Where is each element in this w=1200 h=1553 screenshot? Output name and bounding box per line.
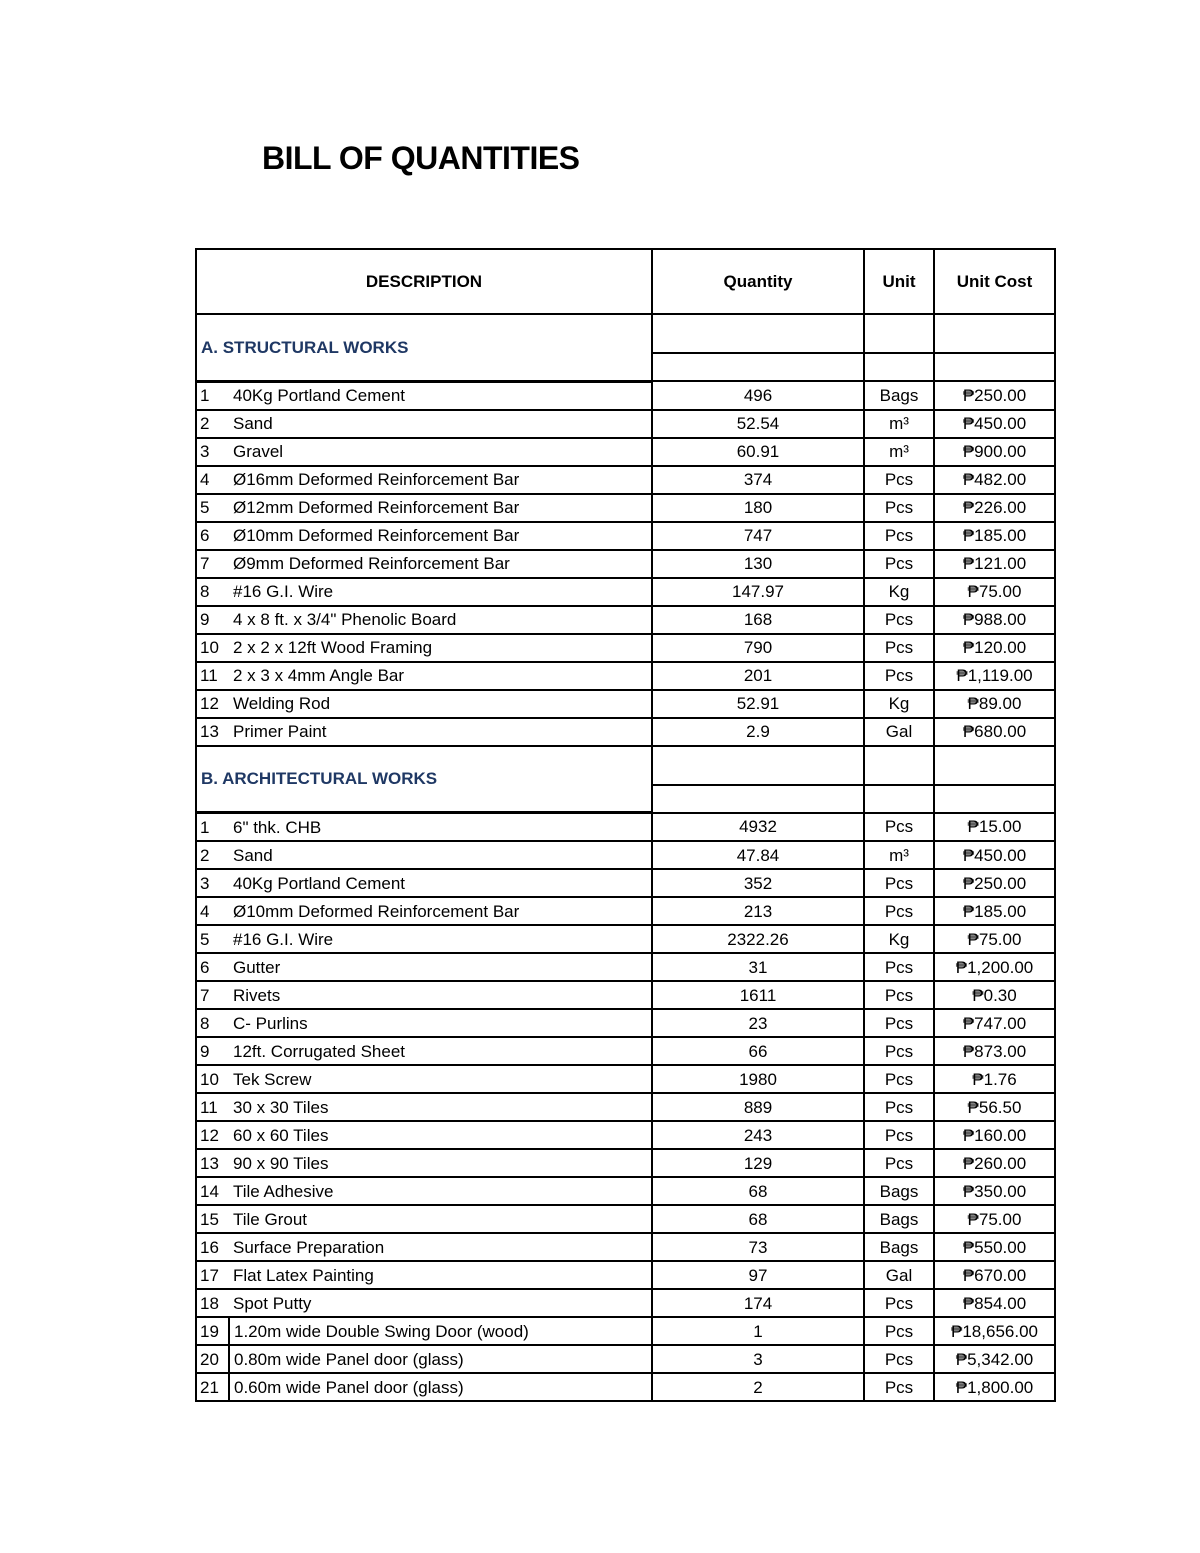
table-row [196,634,1055,662]
table-row [196,1037,1055,1065]
item-unit-cost: ₱185.00 [934,522,1055,550]
table-row [196,1261,1055,1289]
item-number: 17 [196,1261,229,1289]
item-unit: Pcs [864,522,934,550]
blank-cell [652,353,864,381]
table-row [196,813,1055,842]
item-unit: Pcs [864,1345,934,1373]
table-row [196,953,1055,981]
item-unit: Pcs [864,1037,934,1065]
item-unit-cost: ₱747.00 [934,1009,1055,1037]
item-number: 11 [196,1093,229,1121]
item-unit-cost: ₱873.00 [934,1037,1055,1065]
item-unit: Pcs [864,981,934,1009]
blank-cell [864,785,934,813]
item-unit: Pcs [864,1121,934,1149]
item-unit: Pcs [864,466,934,494]
table-row [196,981,1055,1009]
item-number: 13 [196,718,229,746]
item-unit: Pcs [864,813,934,842]
item-unit: m³ [864,438,934,466]
item-description: Ø12mm Deformed Reinforcement Bar [229,494,652,522]
header-quantity: Quantity [652,249,864,314]
item-description: 4 x 8 ft. x 3/4" Phenolic Board [229,606,652,634]
item-number: 3 [196,438,229,466]
item-unit-cost: ₱1,119.00 [934,662,1055,690]
table-row [196,578,1055,606]
item-description: 12ft. Corrugated Sheet [229,1037,652,1065]
table-row [196,381,1055,410]
item-unit-cost: ₱1,200.00 [934,953,1055,981]
item-number: 11 [196,662,229,690]
blank-cell [864,314,934,353]
item-unit-cost: ₱854.00 [934,1289,1055,1317]
item-description: Flat Latex Painting [229,1261,652,1289]
item-unit-cost: ₱5,342.00 [934,1345,1055,1373]
item-unit: Bags [864,381,934,410]
table-row [196,662,1055,690]
blank-cell [934,314,1055,353]
header-unit: Unit [864,249,934,314]
table-row [196,410,1055,438]
item-description: Tek Screw [229,1065,652,1093]
item-unit-cost: ₱75.00 [934,578,1055,606]
item-quantity: 243 [652,1121,864,1149]
item-unit: Pcs [864,1093,934,1121]
table-row [196,1149,1055,1177]
item-unit: Pcs [864,1065,934,1093]
item-quantity: 1 [652,1317,864,1345]
item-number: 7 [196,550,229,578]
item-description: Gravel [229,438,652,466]
table-row [196,869,1055,897]
table-row [196,1289,1055,1317]
item-unit-cost: ₱0.30 [934,981,1055,1009]
table-row [196,1233,1055,1261]
item-quantity: 747 [652,522,864,550]
item-unit-cost: ₱89.00 [934,690,1055,718]
item-unit: Kg [864,690,934,718]
item-unit-cost: ₱185.00 [934,897,1055,925]
item-quantity: 130 [652,550,864,578]
item-quantity: 47.84 [652,841,864,869]
item-number: 16 [196,1233,229,1261]
item-number: 6 [196,953,229,981]
item-description: 0.60m wide Panel door (glass) [229,1373,652,1401]
item-unit-cost: ₱120.00 [934,634,1055,662]
table-row [196,1373,1055,1401]
item-unit: Gal [864,718,934,746]
item-unit: Pcs [864,606,934,634]
item-quantity: 174 [652,1289,864,1317]
item-unit: m³ [864,841,934,869]
item-unit-cost: ₱121.00 [934,550,1055,578]
blank-cell [934,353,1055,381]
blank-cell [864,746,934,785]
blank-cell [864,353,934,381]
item-unit-cost: ₱550.00 [934,1233,1055,1261]
item-description: 6" thk. CHB [229,813,652,842]
item-unit-cost: ₱670.00 [934,1261,1055,1289]
item-quantity: 2.9 [652,718,864,746]
item-unit: Pcs [864,494,934,522]
item-number: 15 [196,1205,229,1233]
item-quantity: 201 [652,662,864,690]
header-unit-cost: Unit Cost [934,249,1055,314]
item-number: 12 [196,690,229,718]
item-description: #16 G.I. Wire [229,578,652,606]
table-row [196,925,1055,953]
bill-of-quantities-table [195,248,1056,1402]
item-description: 40Kg Portland Cement [229,381,652,410]
item-unit: Pcs [864,1317,934,1345]
table-row [196,1317,1055,1345]
item-unit: Pcs [864,550,934,578]
item-number: 1 [196,381,229,410]
item-unit-cost: ₱56.50 [934,1093,1055,1121]
item-description: Surface Preparation [229,1233,652,1261]
item-description: Spot Putty [229,1289,652,1317]
item-unit: Pcs [864,869,934,897]
item-number: 2 [196,410,229,438]
item-unit-cost: ₱260.00 [934,1149,1055,1177]
item-number: 20 [196,1345,229,1373]
table-row [196,522,1055,550]
item-quantity: 60.91 [652,438,864,466]
item-quantity: 496 [652,381,864,410]
item-number: 3 [196,869,229,897]
item-unit-cost: ₱18,656.00 [934,1317,1055,1345]
table-row [196,841,1055,869]
item-description: Sand [229,410,652,438]
item-number: 7 [196,981,229,1009]
item-unit-cost: ₱75.00 [934,1205,1055,1233]
item-quantity: 129 [652,1149,864,1177]
item-number: 14 [196,1177,229,1205]
item-description: Tile Grout [229,1205,652,1233]
item-quantity: 31 [652,953,864,981]
item-number: 9 [196,606,229,634]
blank-cell [652,314,864,353]
item-quantity: 147.97 [652,578,864,606]
item-unit-cost: ₱350.00 [934,1177,1055,1205]
item-quantity: 23 [652,1009,864,1037]
table-row [196,550,1055,578]
item-number: 4 [196,897,229,925]
item-number: 18 [196,1289,229,1317]
item-unit: Pcs [864,1149,934,1177]
blank-cell [934,785,1055,813]
item-quantity: 1611 [652,981,864,1009]
item-unit: Gal [864,1261,934,1289]
item-quantity: 52.54 [652,410,864,438]
item-unit: Bags [864,1233,934,1261]
item-quantity: 66 [652,1037,864,1065]
table-row [196,1345,1055,1373]
item-number: 6 [196,522,229,550]
header-description: DESCRIPTION [196,249,652,314]
item-unit: Bags [864,1205,934,1233]
item-unit-cost: ₱75.00 [934,925,1055,953]
item-number: 2 [196,841,229,869]
item-description: Tile Adhesive [229,1177,652,1205]
blank-cell [934,746,1055,785]
table-row [196,718,1055,746]
table-row [196,606,1055,634]
table-row [196,690,1055,718]
section-header-row [196,314,1055,353]
item-quantity: 2322.26 [652,925,864,953]
item-description: C- Purlins [229,1009,652,1037]
item-description: Rivets [229,981,652,1009]
item-quantity: 4932 [652,813,864,842]
item-unit: Pcs [864,953,934,981]
page-title: BILL OF QUANTITIES [262,140,580,176]
table-row [196,1093,1055,1121]
item-quantity: 68 [652,1177,864,1205]
item-unit-cost: ₱250.00 [934,381,1055,410]
item-unit: m³ [864,410,934,438]
item-description: Ø16mm Deformed Reinforcement Bar [229,466,652,494]
item-quantity: 2 [652,1373,864,1401]
item-description: 40Kg Portland Cement [229,869,652,897]
header-row [196,249,1055,314]
table-row [196,466,1055,494]
item-description: 90 x 90 Tiles [229,1149,652,1177]
section-title: B. ARCHITECTURAL WORKS [196,746,652,813]
item-quantity: 1980 [652,1065,864,1093]
item-unit-cost: ₱482.00 [934,466,1055,494]
item-unit-cost: ₱250.00 [934,869,1055,897]
item-unit-cost: ₱1,800.00 [934,1373,1055,1401]
item-quantity: 374 [652,466,864,494]
item-number: 8 [196,578,229,606]
item-number: 5 [196,494,229,522]
table-row [196,1205,1055,1233]
item-description: 60 x 60 Tiles [229,1121,652,1149]
item-quantity: 168 [652,606,864,634]
table-row [196,1177,1055,1205]
item-number: 21 [196,1373,229,1401]
item-quantity: 52.91 [652,690,864,718]
item-unit: Pcs [864,1289,934,1317]
table-row [196,1009,1055,1037]
item-description: 30 x 30 Tiles [229,1093,652,1121]
item-description: Ø10mm Deformed Reinforcement Bar [229,522,652,550]
item-unit: Kg [864,925,934,953]
item-number: 9 [196,1037,229,1065]
item-quantity: 213 [652,897,864,925]
item-description: Gutter [229,953,652,981]
table-row [196,494,1055,522]
item-description: Ø10mm Deformed Reinforcement Bar [229,897,652,925]
item-unit-cost: ₱450.00 [934,841,1055,869]
item-description: #16 G.I. Wire [229,925,652,953]
item-unit-cost: ₱680.00 [934,718,1055,746]
table-row [196,1121,1055,1149]
item-quantity: 790 [652,634,864,662]
item-unit-cost: ₱1.76 [934,1065,1055,1093]
item-unit-cost: ₱900.00 [934,438,1055,466]
item-unit-cost: ₱988.00 [934,606,1055,634]
section-title: A. STRUCTURAL WORKS [196,314,652,381]
item-unit: Pcs [864,1009,934,1037]
table-row [196,438,1055,466]
item-unit-cost: ₱15.00 [934,813,1055,842]
item-quantity: 889 [652,1093,864,1121]
item-unit: Pcs [864,634,934,662]
item-quantity: 180 [652,494,864,522]
item-description: 2 x 3 x 4mm Angle Bar [229,662,652,690]
item-number: 10 [196,1065,229,1093]
item-number: 4 [196,466,229,494]
item-description: 1.20m wide Double Swing Door (wood) [229,1317,652,1345]
item-number: 8 [196,1009,229,1037]
item-quantity: 352 [652,869,864,897]
item-number: 10 [196,634,229,662]
item-quantity: 97 [652,1261,864,1289]
item-number: 19 [196,1317,229,1345]
item-unit: Kg [864,578,934,606]
item-unit: Pcs [864,897,934,925]
item-description: Primer Paint [229,718,652,746]
item-description: 2 x 2 x 12ft Wood Framing [229,634,652,662]
item-unit-cost: ₱450.00 [934,410,1055,438]
item-description: Sand [229,841,652,869]
item-unit: Bags [864,1177,934,1205]
item-description: 0.80m wide Panel door (glass) [229,1345,652,1373]
blank-cell [652,785,864,813]
blank-cell [652,746,864,785]
item-unit: Pcs [864,1373,934,1401]
table-row [196,1065,1055,1093]
item-quantity: 3 [652,1345,864,1373]
item-unit-cost: ₱160.00 [934,1121,1055,1149]
item-number: 5 [196,925,229,953]
table-row [196,897,1055,925]
item-description: Welding Rod [229,690,652,718]
item-number: 1 [196,813,229,842]
item-quantity: 73 [652,1233,864,1261]
item-number: 12 [196,1121,229,1149]
item-description: Ø9mm Deformed Reinforcement Bar [229,550,652,578]
item-quantity: 68 [652,1205,864,1233]
item-number: 13 [196,1149,229,1177]
item-unit-cost: ₱226.00 [934,494,1055,522]
section-header-row [196,746,1055,785]
item-unit: Pcs [864,662,934,690]
